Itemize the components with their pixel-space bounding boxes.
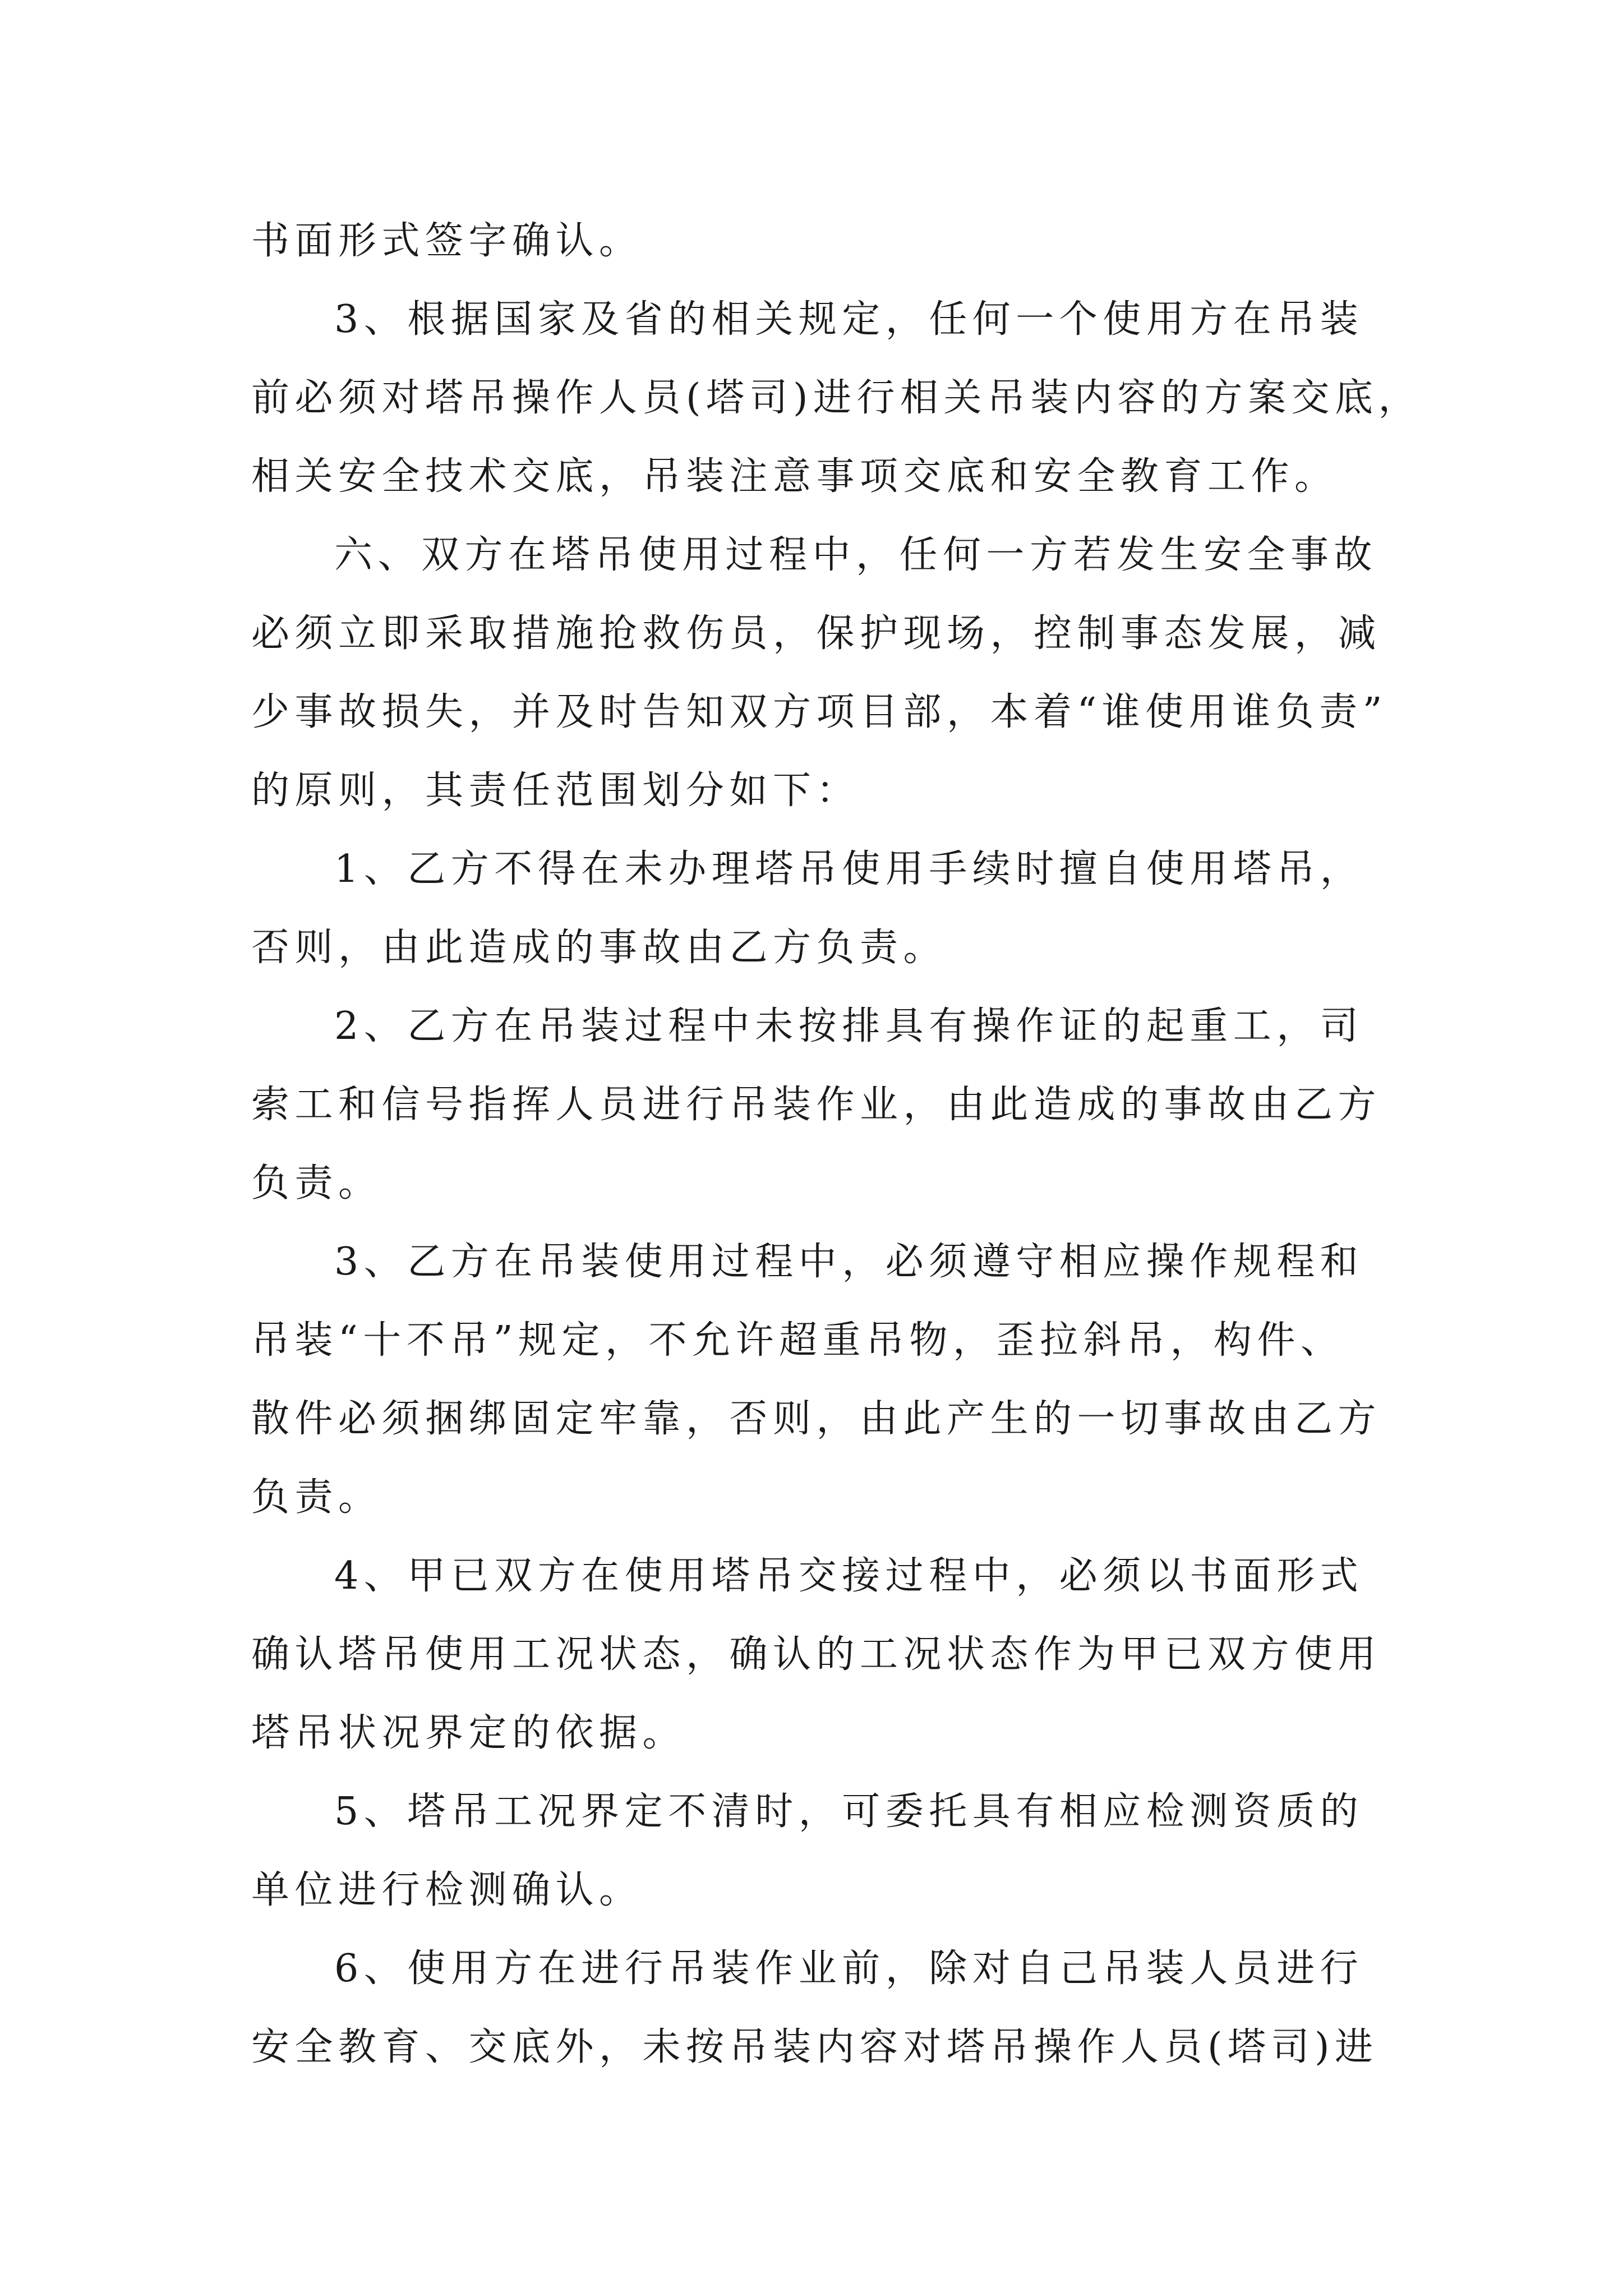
- text-line: 3、乙方在吊装使用过程中，必须遵守相应操作规程和: [334, 1240, 1364, 1284]
- text-line: 六、双方在塔吊使用过程中，任何一方若发生安全事故: [334, 533, 1378, 577]
- text-line: 塔吊状况界定的依据。: [251, 1711, 686, 1755]
- text-line: 书面形式签字确认。: [251, 219, 643, 263]
- text-line: 散件必须捆绑固定牢靠，否则，由此产生的一切事故由乙方: [251, 1397, 1382, 1441]
- text-line: 4、甲已双方在使用塔吊交接过程中，必须以书面形式: [334, 1554, 1364, 1598]
- text-line: 单位进行检测确认。: [251, 1868, 643, 1912]
- text-line: 5、塔吊工况界定不清时，可委托具有相应检测资质的: [334, 1789, 1364, 1834]
- text-line: 安全教育、交底外，未按吊装内容对塔吊操作人员(塔司)进: [251, 2025, 1378, 2069]
- text-line: 必须立即采取措施抢救伤员，保护现场，控制事态发展，减: [251, 611, 1382, 656]
- text-line: 相关安全技术交底，吊装注意事项交底和安全教育工作。: [251, 454, 1338, 499]
- text-line: 负责。: [251, 1475, 382, 1520]
- text-line: 6、使用方在进行吊装作业前，除对自己吊装人员进行: [334, 1947, 1364, 1991]
- text-line: 否则，由此造成的事故由乙方负责。: [251, 926, 947, 970]
- text-line: 2、乙方在吊装过程中未按排具有操作证的起重工，司: [334, 1004, 1364, 1048]
- text-line: 前必须对塔吊操作人员(塔司)进行相关吊装内容的方案交底，: [251, 376, 1422, 420]
- text-line: 的原则，其责任范围划分如下：: [251, 769, 860, 813]
- text-line: 确认塔吊使用工况状态，确认的工况状态作为甲已双方使用: [251, 1632, 1382, 1677]
- text-line: 索工和信号指挥人员进行吊装作业，由此造成的事故由乙方: [251, 1083, 1382, 1127]
- text-line: 1、乙方不得在未办理塔吊使用手续时擅自使用塔吊，: [334, 847, 1364, 891]
- text-line: 吊装“十不吊”规定，不允许超重吊物，歪拉斜吊，构件、: [251, 1318, 1344, 1363]
- text-line: 负责。: [251, 1161, 382, 1205]
- text-line: 少事故损失，并及时告知双方项目部，本着“谁使用谁负责”: [251, 690, 1388, 734]
- text-line: 3、根据国家及省的相关规定，任何一个使用方在吊装: [334, 297, 1364, 342]
